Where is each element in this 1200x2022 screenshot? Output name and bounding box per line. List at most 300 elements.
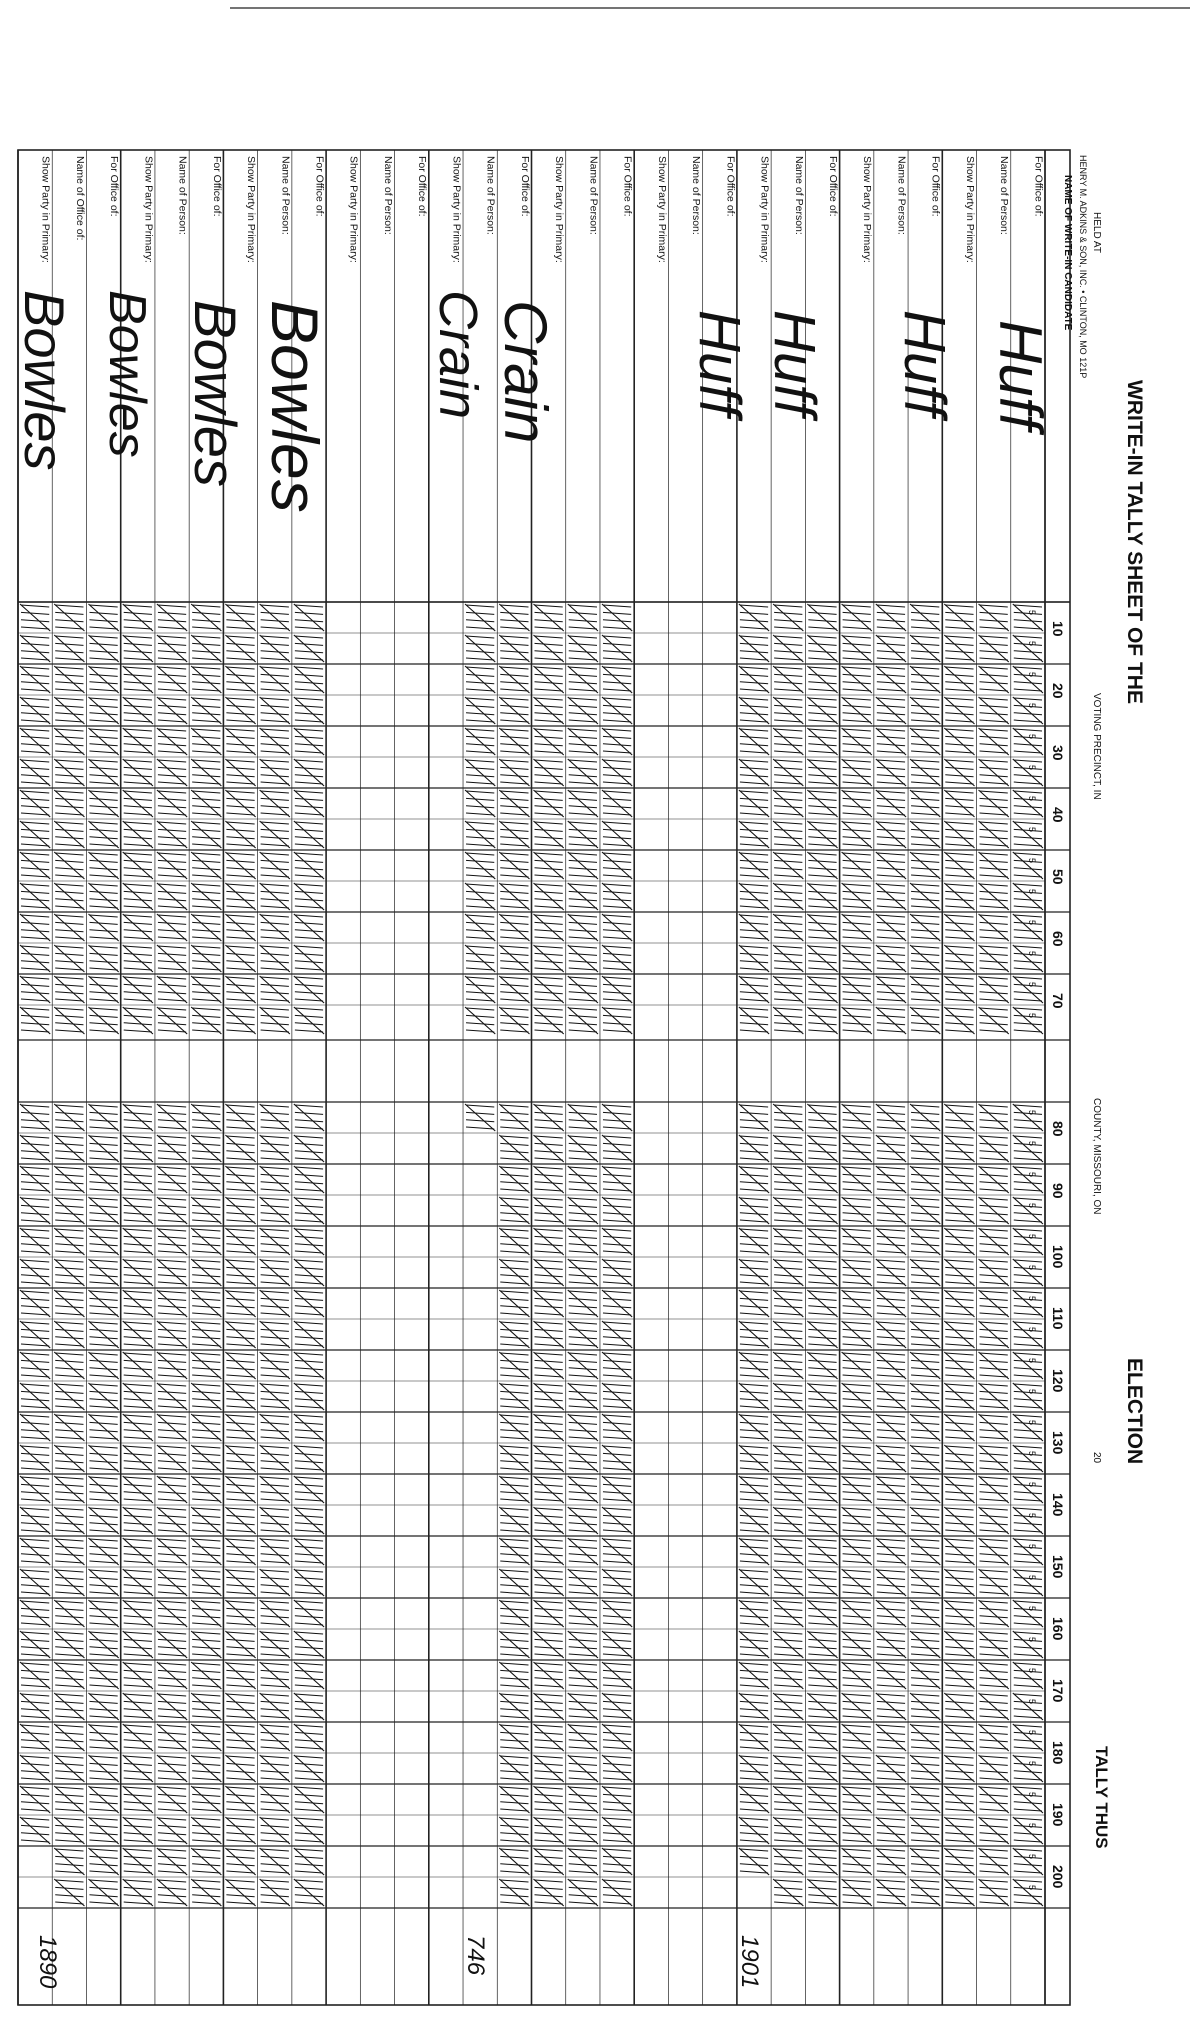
tally-stroke <box>535 937 563 939</box>
tally-group <box>876 1104 906 1131</box>
tally-stroke <box>295 953 323 955</box>
tally-stroke <box>192 1430 220 1432</box>
tally-group <box>465 635 495 662</box>
tally-stroke <box>740 1167 768 1169</box>
tally-stroke <box>261 1344 289 1346</box>
tally-group <box>225 1755 255 1782</box>
tally-stroke <box>774 937 802 939</box>
tally-stroke <box>843 674 871 676</box>
tally-stroke <box>843 605 871 607</box>
tally-group <box>225 1569 255 1596</box>
tally-stroke <box>89 698 117 700</box>
tally-stroke <box>569 1167 597 1169</box>
tally-group <box>910 1600 940 1627</box>
tally-stroke <box>295 720 323 722</box>
tally-stroke <box>89 1313 117 1315</box>
tally-group <box>910 1631 940 1658</box>
tally-stroke <box>192 1601 220 1603</box>
tally-stroke <box>261 1725 289 1727</box>
tally-stroke <box>774 1158 802 1160</box>
tally-stroke <box>1014 1539 1042 1541</box>
tally-stroke <box>1014 1313 1042 1315</box>
tally-stroke <box>774 612 802 614</box>
tally-stroke <box>1014 1654 1042 1656</box>
tally-group <box>225 666 255 693</box>
tally-stroke <box>535 1654 563 1656</box>
tally-stroke <box>774 713 802 715</box>
tally-stroke <box>843 1174 871 1176</box>
tally-stroke <box>535 1747 563 1749</box>
tally-stroke <box>1014 1158 1042 1160</box>
tally-stroke <box>192 1685 220 1687</box>
tally-stroke <box>843 1158 871 1160</box>
tally-stroke <box>980 1344 1008 1346</box>
tally-group <box>602 635 632 662</box>
tally-stroke <box>226 1322 254 1324</box>
tally-group <box>260 945 290 972</box>
tally-stroke <box>843 1632 871 1634</box>
tally-stroke <box>740 813 768 815</box>
tally-stroke <box>911 689 939 691</box>
tally-group <box>910 635 940 662</box>
tally-stroke <box>535 1127 563 1129</box>
tally-group <box>123 1538 153 1565</box>
tally-stroke <box>808 1430 836 1432</box>
tally-stroke <box>877 829 905 831</box>
tally-stroke <box>740 1639 768 1641</box>
tally-group <box>876 1631 906 1658</box>
tally-stroke <box>911 1260 939 1262</box>
tally-stroke <box>569 922 597 924</box>
tally-stroke <box>569 627 597 629</box>
tally-group <box>260 976 290 1003</box>
tally-group <box>157 1817 187 1844</box>
tally-group <box>225 1507 255 1534</box>
tally-stroke <box>295 1477 323 1479</box>
tally-group <box>944 1755 974 1782</box>
tally-stroke <box>89 1112 117 1114</box>
tally-stroke <box>226 1880 254 1882</box>
tally-stroke <box>124 1685 152 1687</box>
tally-stroke <box>877 651 905 653</box>
tally-stroke <box>124 1298 152 1300</box>
tally-stroke <box>1014 1601 1042 1603</box>
tally-group <box>465 821 495 848</box>
tally-group <box>876 1755 906 1782</box>
tally-stroke <box>569 837 597 839</box>
tally-stroke <box>295 1632 323 1634</box>
tally-stroke <box>740 977 768 979</box>
tally-group <box>876 1848 906 1875</box>
tally-stroke <box>226 1530 254 1532</box>
tally-stroke <box>808 1015 836 1017</box>
tally-group <box>260 790 290 817</box>
tally-stroke <box>535 899 563 901</box>
tally-stroke <box>261 837 289 839</box>
tally-stroke <box>980 1158 1008 1160</box>
tally-stroke <box>466 627 494 629</box>
tally-stroke <box>843 875 871 877</box>
tally-stroke <box>740 1158 768 1160</box>
tally-stroke <box>192 829 220 831</box>
tally-stroke <box>192 798 220 800</box>
tally-group <box>499 635 529 662</box>
tally-stroke <box>1014 844 1042 846</box>
tally-stroke <box>261 1709 289 1711</box>
tally-stroke <box>192 984 220 986</box>
tally-stroke <box>466 698 494 700</box>
tally-stroke <box>774 1787 802 1789</box>
tally-stroke <box>877 1809 905 1811</box>
tally-stroke <box>843 1592 871 1594</box>
tally-stroke <box>740 1802 768 1804</box>
tally-stroke <box>911 682 939 684</box>
tally-stroke <box>158 1694 186 1696</box>
tally-stroke <box>500 1561 528 1563</box>
tally-stroke <box>89 1663 117 1665</box>
tally-stroke <box>535 698 563 700</box>
tally-stroke <box>603 992 631 994</box>
tally-stroke <box>569 1725 597 1727</box>
tally-stroke <box>569 977 597 979</box>
tally-stroke <box>569 829 597 831</box>
tally-stroke <box>535 682 563 684</box>
tally-group <box>260 697 290 724</box>
tally-stroke <box>740 1616 768 1618</box>
tally-stroke <box>226 627 254 629</box>
tally-stroke <box>158 798 186 800</box>
tally-stroke <box>158 968 186 970</box>
tally-stroke <box>261 992 289 994</box>
tally-stroke <box>945 915 973 917</box>
tally-stroke <box>1014 1275 1042 1277</box>
tally-group <box>499 1848 529 1875</box>
tally-stroke <box>911 1709 939 1711</box>
tally-stroke <box>124 1670 152 1672</box>
tally-group <box>260 1848 290 1875</box>
tally-stroke <box>808 1554 836 1556</box>
tally-stroke <box>980 1306 1008 1308</box>
tally-group <box>157 1600 187 1627</box>
tally-stroke <box>877 1794 905 1796</box>
tally-stroke <box>945 713 973 715</box>
tally-stroke <box>603 1849 631 1851</box>
tally-group <box>807 1197 837 1224</box>
tally-stroke <box>192 1523 220 1525</box>
tally-stroke <box>226 1461 254 1463</box>
tally-group <box>260 914 290 941</box>
tally-stroke <box>877 1747 905 1749</box>
tally-group <box>1013 1414 1043 1441</box>
tally-stroke <box>89 1895 117 1897</box>
tally-stroke <box>158 1375 186 1377</box>
tally-group <box>123 1321 153 1348</box>
tally-stroke <box>774 1167 802 1169</box>
tally-stroke <box>192 953 220 955</box>
tally-stroke <box>466 884 494 886</box>
tally-stroke <box>226 658 254 660</box>
tally-group <box>88 1600 118 1627</box>
tally-stroke <box>980 1174 1008 1176</box>
tally-stroke <box>261 689 289 691</box>
tally-stroke <box>877 667 905 669</box>
tally-group <box>602 1507 632 1534</box>
tally-stroke <box>945 1189 973 1191</box>
tally-group <box>773 914 803 941</box>
tally-stroke <box>740 1871 768 1873</box>
tally-stroke <box>569 860 597 862</box>
tally-stroke <box>295 1732 323 1734</box>
tally-stroke <box>192 782 220 784</box>
tally-stroke <box>843 1468 871 1470</box>
tally-group <box>944 1007 974 1034</box>
tally-stroke <box>603 968 631 970</box>
tally-stroke <box>535 1647 563 1649</box>
tally-stroke <box>569 1477 597 1479</box>
tally-stroke <box>740 651 768 653</box>
tally-stroke <box>192 1802 220 1804</box>
tally-stroke <box>158 884 186 886</box>
tally-group <box>773 852 803 879</box>
tally-group <box>910 1383 940 1410</box>
tally-stroke <box>603 1344 631 1346</box>
tally-stroke <box>945 953 973 955</box>
tally-stroke <box>500 1902 528 1904</box>
tally-stroke <box>843 1794 871 1796</box>
tally-stroke <box>945 822 973 824</box>
tally-stroke <box>774 767 802 769</box>
tally-group <box>842 1476 872 1503</box>
tally-stroke <box>158 813 186 815</box>
tally-stroke <box>774 1189 802 1191</box>
tally-stroke <box>261 1415 289 1417</box>
tally-stroke <box>124 1353 152 1355</box>
tally-group <box>1013 1631 1043 1658</box>
tally-stroke <box>89 953 117 955</box>
tally-stroke <box>740 782 768 784</box>
tally-stroke <box>808 1802 836 1804</box>
tally-group <box>534 1383 564 1410</box>
tally-stroke <box>500 1437 528 1439</box>
tally-stroke <box>124 1833 152 1835</box>
tally-stroke <box>843 1437 871 1439</box>
tally-stroke <box>535 1701 563 1703</box>
tally-stroke <box>89 1701 117 1703</box>
tally-stroke <box>124 1127 152 1129</box>
tally-stroke <box>226 968 254 970</box>
tally-stroke <box>945 1329 973 1331</box>
tally-stroke <box>980 1468 1008 1470</box>
tally-stroke <box>124 1763 152 1765</box>
tally-stroke <box>226 1639 254 1641</box>
tally-stroke <box>569 1267 597 1269</box>
tally-stroke <box>603 1151 631 1153</box>
tally-stroke <box>603 1391 631 1393</box>
tally-group <box>876 1817 906 1844</box>
tally-stroke <box>124 1399 152 1401</box>
tally-stroke <box>740 1864 768 1866</box>
tally-group <box>568 1007 598 1034</box>
tally-stroke <box>603 1360 631 1362</box>
tally-group <box>602 1166 632 1193</box>
tally-group <box>979 728 1009 755</box>
tally-group <box>534 1197 564 1224</box>
tally-stroke <box>261 1229 289 1231</box>
tally-stroke <box>945 1422 973 1424</box>
tally-group <box>602 1538 632 1565</box>
tally-stroke <box>89 1499 117 1501</box>
tally-stroke <box>535 1329 563 1331</box>
tally-stroke <box>500 1260 528 1262</box>
tally-stroke <box>89 1329 117 1331</box>
tally-stroke <box>500 658 528 660</box>
tally-stroke <box>569 1384 597 1386</box>
tally-stroke <box>980 961 1008 963</box>
tally-stroke <box>877 1105 905 1107</box>
tally-group <box>739 728 769 755</box>
tally-stroke <box>945 1298 973 1300</box>
tally-stroke <box>843 1499 871 1501</box>
tally-stroke <box>158 806 186 808</box>
tally-stroke <box>843 999 871 1001</box>
tally-stroke <box>158 977 186 979</box>
tally-stroke <box>740 1670 768 1672</box>
tally-stroke <box>740 1213 768 1215</box>
tally-stroke <box>808 1601 836 1603</box>
tally-stroke <box>158 1887 186 1889</box>
tally-stroke <box>774 1430 802 1432</box>
tally-stroke <box>158 1446 186 1448</box>
tally-stroke <box>911 999 939 1001</box>
tally-stroke <box>980 1670 1008 1672</box>
tally-stroke <box>945 1809 973 1811</box>
tally-group <box>191 1197 221 1224</box>
tally-stroke <box>808 1654 836 1656</box>
tally-stroke <box>569 1763 597 1765</box>
tally-stroke <box>261 1825 289 1827</box>
tally-stroke <box>603 1639 631 1641</box>
tally-stroke <box>911 1461 939 1463</box>
tally-stroke <box>192 884 220 886</box>
tally-stroke <box>192 1167 220 1169</box>
tally-group <box>1013 1693 1043 1720</box>
tally-stroke <box>945 612 973 614</box>
tally-stroke <box>740 1023 768 1025</box>
tally-stroke <box>877 1880 905 1882</box>
tally-stroke <box>124 829 152 831</box>
tally-stroke <box>466 651 494 653</box>
tally-stroke <box>945 1871 973 1873</box>
tally-group <box>944 790 974 817</box>
tally-stroke <box>124 1740 152 1742</box>
tally-stroke <box>911 1608 939 1610</box>
tally-stroke <box>89 751 117 753</box>
tally-stroke <box>569 1430 597 1432</box>
tally-stroke <box>89 1732 117 1734</box>
tally-stroke <box>569 1570 597 1572</box>
tally-stroke <box>980 891 1008 893</box>
tally-stroke <box>192 1220 220 1222</box>
tally-stroke <box>500 968 528 970</box>
tally-stroke <box>877 791 905 793</box>
tally-stroke <box>774 1825 802 1827</box>
tally-group <box>739 1445 769 1472</box>
tally-stroke <box>945 1523 973 1525</box>
tally-group <box>260 1197 290 1224</box>
tally-stroke <box>158 1015 186 1017</box>
tally-stroke <box>980 658 1008 660</box>
tally-stroke <box>774 1375 802 1377</box>
tally-group <box>807 604 837 631</box>
tally-group <box>191 1476 221 1503</box>
tally-stroke <box>911 813 939 815</box>
tally-stroke <box>808 1616 836 1618</box>
tally-stroke <box>535 1143 563 1145</box>
tally-stroke <box>569 1360 597 1362</box>
tally-group <box>739 821 769 848</box>
tally-stroke <box>774 1756 802 1758</box>
tally-group <box>294 1569 324 1596</box>
tally-stroke <box>124 1337 152 1339</box>
tally-group <box>123 1724 153 1751</box>
tally-stroke <box>466 1105 494 1107</box>
tally-stroke <box>500 1112 528 1114</box>
tally-group <box>191 1724 221 1751</box>
tally-stroke <box>808 1492 836 1494</box>
tally-stroke <box>603 1422 631 1424</box>
tally-group <box>157 976 187 1003</box>
tally-stroke <box>226 1709 254 1711</box>
tally-stroke <box>980 1592 1008 1594</box>
tally-stroke <box>980 1561 1008 1563</box>
tally-stroke <box>89 1198 117 1200</box>
tally-stroke <box>158 1151 186 1153</box>
tally-stroke <box>295 1189 323 1191</box>
tally-stroke <box>500 1787 528 1789</box>
tally-stroke <box>124 953 152 955</box>
tally-stroke <box>295 1399 323 1401</box>
tally-stroke <box>192 1639 220 1641</box>
tally-stroke <box>1014 791 1042 793</box>
tally-stroke <box>295 689 323 691</box>
tally-stroke <box>843 1213 871 1215</box>
tally-stroke <box>980 1244 1008 1246</box>
tally-group <box>807 1228 837 1255</box>
tally-stroke <box>1014 651 1042 653</box>
tally-group <box>534 1290 564 1317</box>
tally-stroke <box>843 1105 871 1107</box>
tally-stroke <box>192 605 220 607</box>
tally-stroke <box>740 1344 768 1346</box>
tally-stroke <box>569 643 597 645</box>
tally-stroke <box>89 1694 117 1696</box>
tally-stroke <box>1014 837 1042 839</box>
tally-stroke <box>89 1654 117 1656</box>
tally-stroke <box>466 682 494 684</box>
tally-group <box>157 883 187 910</box>
tally-group <box>979 759 1009 786</box>
tally-stroke <box>877 643 905 645</box>
tally-group <box>157 1848 187 1875</box>
tally-stroke <box>877 1902 905 1904</box>
tally-group <box>88 1476 118 1503</box>
tally-stroke <box>774 1840 802 1842</box>
tally-stroke <box>192 1360 220 1362</box>
tally-group <box>876 1414 906 1441</box>
tally-stroke <box>500 1895 528 1897</box>
tally-stroke <box>945 1015 973 1017</box>
tally-stroke <box>603 1709 631 1711</box>
